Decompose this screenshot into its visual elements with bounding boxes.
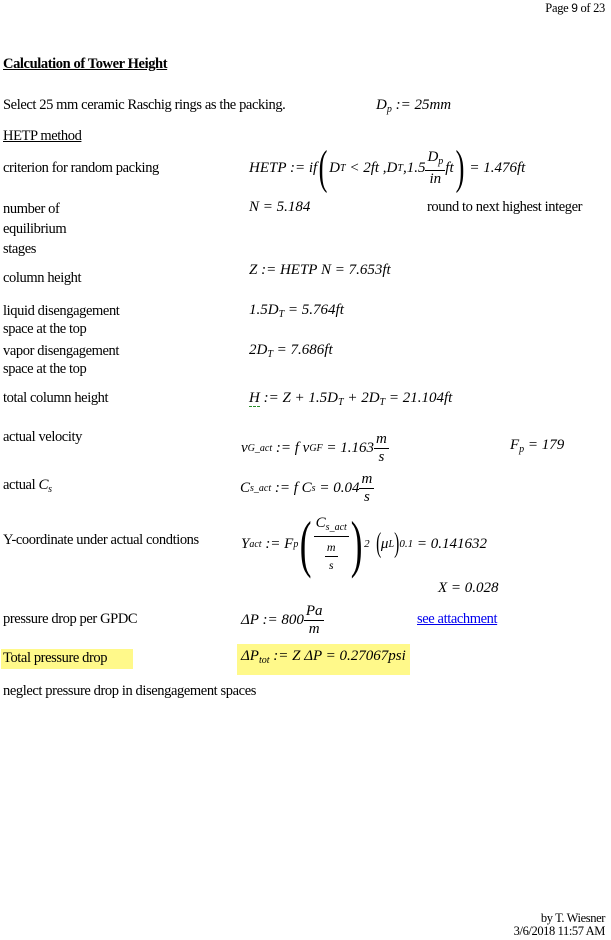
criterion-fraction <box>425 149 445 188</box>
cs-p1-sub: s <box>311 482 316 494</box>
cs-p2: = 0.04 <box>319 479 360 496</box>
total-drop-label: Total pressure drop <box>1 649 133 669</box>
criterion-frac-den: in <box>425 170 445 188</box>
page-of: of <box>580 1 591 15</box>
liquid-space-p2: = 5.764ft <box>287 302 344 318</box>
stages-equation: N = 5.184 <box>249 199 311 215</box>
stages-label-line-2: equilibrium <box>3 221 67 237</box>
packing-label: Select 25 mm ceramic Raschig rings as the packing. <box>3 97 286 113</box>
pressure-drop-p1: ΔP := 800 <box>241 611 304 628</box>
actual-cs-label <box>3 477 52 498</box>
section-title: Calculation of Tower Height <box>3 56 168 72</box>
actual-velocity-equation <box>241 428 389 468</box>
pressure-drop-equation <box>241 600 324 640</box>
criterion-ft: ft <box>445 159 454 176</box>
page-total: 23 <box>593 1 605 15</box>
packing-eq-sub: p <box>386 104 392 115</box>
ycoord-result: = 0.141632 <box>416 535 487 552</box>
velocity-unit-fraction <box>374 431 389 466</box>
criterion-frac-num-sub: p <box>438 155 444 167</box>
total-height-h: H <box>249 390 260 406</box>
velocity-lhs-sub: G_act <box>247 442 273 454</box>
neglect-note: neglect pressure drop in disengagement spaces <box>3 683 256 699</box>
packing-factor <box>510 437 564 458</box>
cs-unit-fraction <box>359 471 374 506</box>
actual-velocity-label: actual velocity <box>3 429 82 445</box>
ycoord-p1-sub: p <box>293 538 299 550</box>
ycoord-label: Y-coordinate under actual condtions <box>3 532 199 548</box>
stages-label-line-3: stages <box>3 241 37 257</box>
actual-cs-equation <box>240 468 374 508</box>
packing-factor-f: F <box>510 437 520 453</box>
liquid-space-equation <box>249 302 344 323</box>
packing-equation <box>376 97 451 118</box>
column-height-label: column height <box>3 270 82 286</box>
ycoord-p1: := F <box>265 535 294 552</box>
vapor-space-p1: 2D <box>249 342 268 358</box>
criterion-equation: HETP := if ( D T < 2ft ,D T ,1.5 $\frac{D_p}{in}$ ft ) = 1.476ft <box>249 141 526 194</box>
see-attachment-link[interactable]: see attachment <box>417 611 498 627</box>
vapor-space-line-1: vapor disengagement <box>3 343 120 359</box>
total-drop-p2: := Z ΔP = 0.27067psi <box>273 648 406 664</box>
total-height-sub2: T <box>379 397 386 408</box>
liquid-space-sub: T <box>278 309 285 320</box>
actual-cs-symbol <box>38 477 51 493</box>
velocity-p1: := f v <box>275 439 310 456</box>
actual-cs-text: actual <box>3 477 36 493</box>
total-height-equation <box>249 390 452 411</box>
ycoord-inner-num: C <box>315 514 326 531</box>
velocity-p2: = 1.163 <box>326 439 375 456</box>
page-label: Page <box>545 1 569 15</box>
velocity-lhs: v <box>241 439 248 456</box>
cs-unit-den: s <box>359 488 374 506</box>
total-height-p2: + 2D <box>347 390 380 406</box>
cs-lhs-sub: s_act <box>250 482 272 494</box>
packing-factor-sub: p <box>519 444 525 455</box>
pressure-drop-unit-fraction <box>304 603 325 638</box>
criterion-cond: < 2ft ,D <box>349 159 398 176</box>
ycoord-exp1: 2 <box>364 537 370 550</box>
packing-eq-lhs: D <box>376 97 387 113</box>
total-drop-sub: tot <box>258 655 270 666</box>
stages-note: round to next highest integer <box>427 199 583 215</box>
stages-label <box>3 199 66 259</box>
vapor-space-sub: T <box>267 349 273 360</box>
total-drop-equation <box>237 644 410 675</box>
criterion-if: HETP := if <box>249 159 318 176</box>
hetp-method-heading: HETP method <box>3 128 82 144</box>
cs-p1: := f C <box>274 479 312 496</box>
ycoord-exp2: 0.1 <box>399 537 414 550</box>
criterion-label: criterion for random packing <box>3 160 159 176</box>
pressure-drop-unit-num: Pa <box>305 602 323 619</box>
liquid-space-label <box>3 302 119 338</box>
packing-factor-value: = 179 <box>527 437 565 453</box>
ycoord-inner-num-sub: s_act <box>325 521 347 533</box>
actual-cs-sym-sub: s <box>48 484 52 495</box>
cs-lhs: C <box>240 479 251 496</box>
page-indicator <box>545 0 605 17</box>
liquid-space-line-1: liquid disengagement <box>3 303 120 319</box>
footer-datetime: 3/6/2018 11:57 AM <box>513 924 605 938</box>
vapor-space-equation <box>249 342 333 363</box>
criterion-frac-num: D <box>427 148 439 165</box>
pressure-drop-label: pressure drop per GPDC <box>3 611 138 627</box>
ycoord-lhs: Y <box>241 535 250 552</box>
velocity-unit-den: s <box>374 448 389 466</box>
stages-label-line-1: number of <box>3 201 60 217</box>
cs-unit-num: m <box>361 470 373 487</box>
x-coordinate: X = 0.028 <box>438 580 499 596</box>
ycoord-unit-num: m <box>326 539 336 554</box>
criterion-dt: D <box>329 159 341 176</box>
ycoord-mu: μ <box>380 535 389 552</box>
criterion-result: = 1.476ft <box>469 159 526 176</box>
total-height-label: total column height <box>3 390 109 406</box>
ycoord-unit-fraction <box>325 539 338 574</box>
footer-author: by T. Wiesner <box>540 911 605 925</box>
vapor-space-p2: = 7.686ft <box>276 342 333 358</box>
ycoord-lhs-sub: act <box>249 538 262 550</box>
ycoord-equation: Y act := F p ( $\frac{C_{s\_act}}{\frac{m}{s}}$ ) 2 ( μ L ) 0.1 = 0.141632 <box>241 508 487 579</box>
velocity-unit-num: m <box>376 430 387 447</box>
page-number: 9 <box>571 1 578 15</box>
actual-cs-sym: C <box>38 477 49 493</box>
criterion-cond-sub: T <box>397 162 403 174</box>
ycoord-mu-sub: L <box>388 538 395 550</box>
column-height-equation: Z := HETP N = 7.653ft <box>249 262 391 278</box>
velocity-p1-sub: GF <box>309 442 323 454</box>
total-drop-p1: ΔP <box>241 648 259 664</box>
liquid-space-line-2: space at the top <box>3 321 87 337</box>
ycoord-unit-den: s <box>325 556 338 574</box>
liquid-space-p1: 1.5D <box>249 302 279 318</box>
vapor-space-line-2: space at the top <box>3 361 87 377</box>
pressure-drop-unit-den: m <box>304 620 325 638</box>
total-height-p1: := Z + 1.5D <box>263 390 339 406</box>
packing-eq-rhs: := 25mm <box>395 97 452 113</box>
vapor-space-label <box>3 342 119 378</box>
ycoord-inner-fraction <box>314 515 349 574</box>
criterion-factor: ,1.5 <box>402 159 426 176</box>
total-height-sub1: T <box>338 397 344 408</box>
criterion-dt-sub: T <box>340 162 346 174</box>
total-height-p3: = 21.104ft <box>388 390 453 406</box>
